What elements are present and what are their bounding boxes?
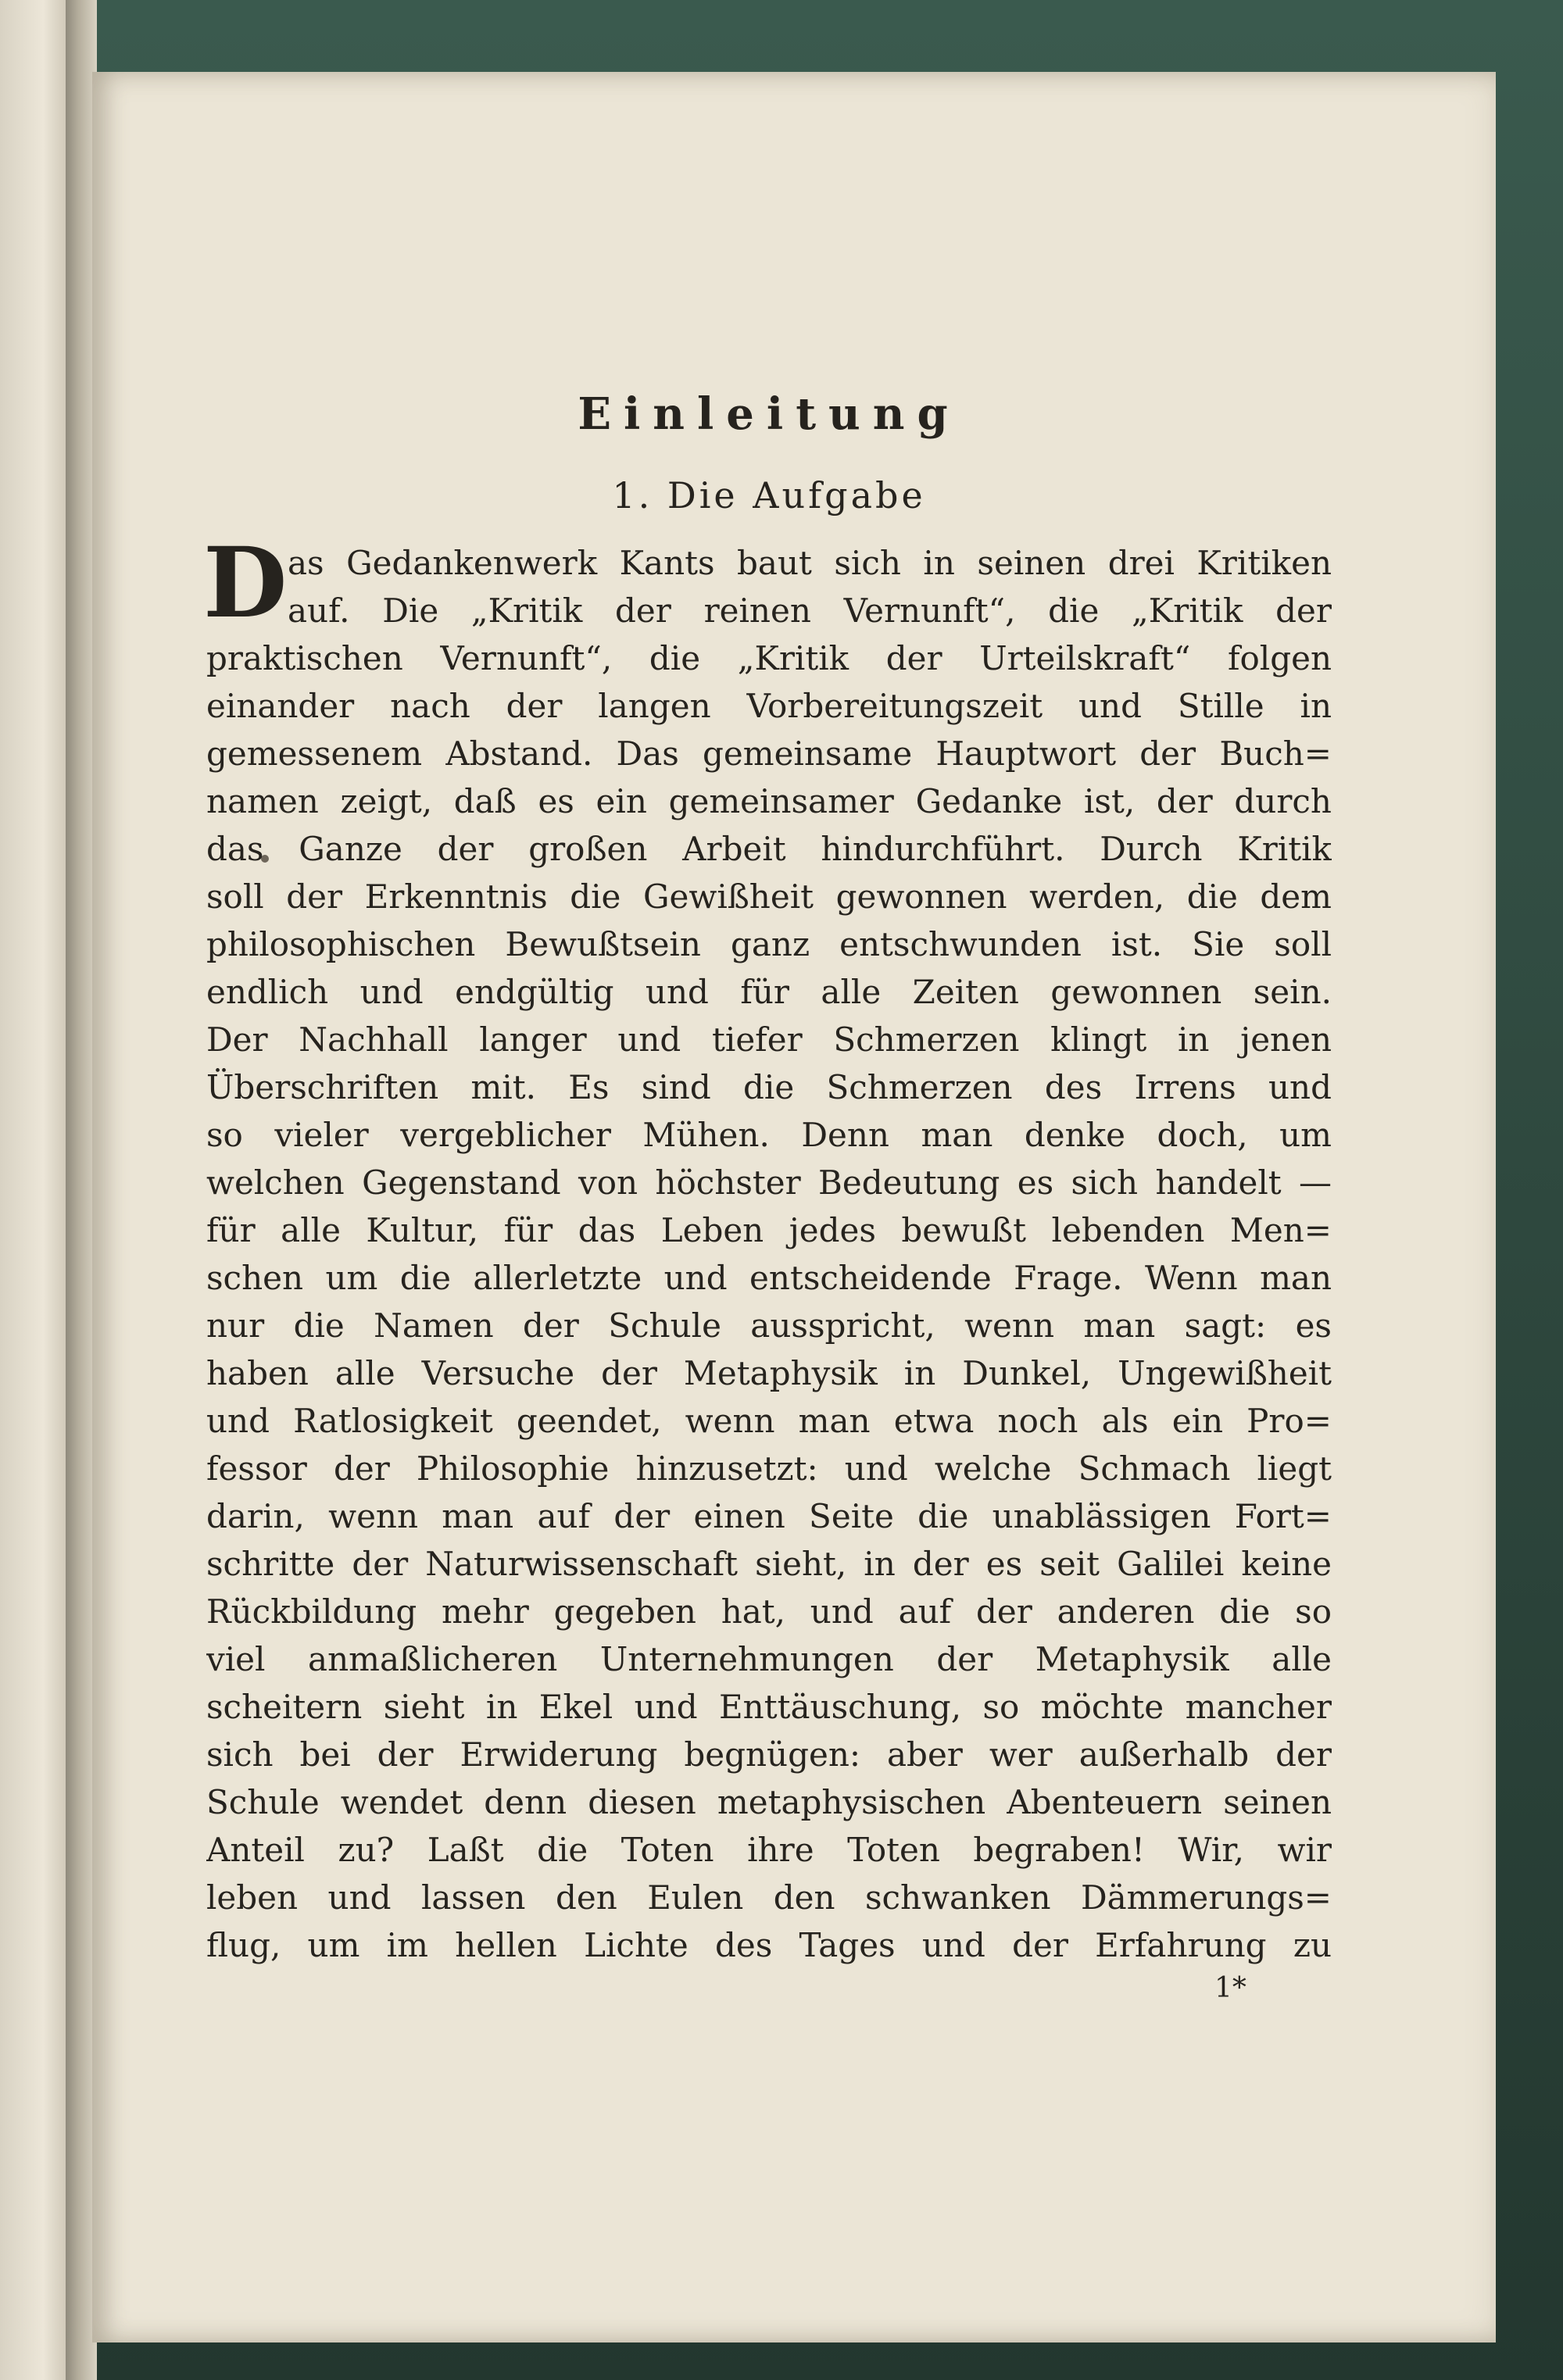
text-line: leben und lassen den Eulen den schwanken Dämmerungs= [206, 1878, 1332, 1917]
text-line: einander nach der langen Vorbereitungszeit und Stille in [206, 687, 1332, 725]
text-line: schritte der Naturwissenschaft sieht, in der es seit Galilei keine [206, 1545, 1332, 1583]
drop-cap: D [203, 527, 288, 640]
text-line: auf. Die „Kritik der reinen Vernunft“, die „Kritik der [288, 591, 1332, 630]
chapter-title: Einleitung [578, 388, 960, 440]
text-line: as Gedankenwerk Kants baut sich in seinen drei Kritiken [288, 544, 1332, 582]
text-line: schen um die allerletzte und entscheidende Frage. Wenn man [206, 1259, 1332, 1297]
text-line: scheitern sieht in Ekel und Enttäuschung, so möchte mancher [206, 1688, 1332, 1726]
text-line: Anteil zu? Laßt die Toten ihre Toten begraben! Wir, wir [206, 1831, 1332, 1869]
page-footer [206, 1972, 1332, 2011]
book-page [92, 72, 1496, 2342]
signature-mark: 1* [1214, 1972, 1246, 2004]
text-line: sich bei der Erwiderung begnügen: aber wer außerhalb der [206, 1735, 1332, 1774]
text-line: fessor der Philosophie hinzusetzt: und welche Schmach liegt [206, 1449, 1332, 1488]
text-line: gemessenem Abstand. Das gemeinsame Hauptwort der Buch= [206, 734, 1332, 773]
left-page-edge [0, 0, 72, 2380]
text-line: flug, um im hellen Lichte des Tages und der Erfahrung zu [206, 1926, 1332, 1964]
text-line: viel anmaßlicheren Unternehmungen der Metaphysik alle [206, 1640, 1332, 1678]
text-line: Schule wendet denn diesen metaphysischen Abenteuern seinen [206, 1783, 1332, 1821]
text-line: darin, wenn man auf der einen Seite die unablässigen Fort= [206, 1497, 1332, 1535]
text-line: nur die Namen der Schule ausspricht, wenn man sagt: es [206, 1306, 1332, 1345]
text-line: welchen Gegenstand von höchster Bedeutung es sich handelt — [206, 1163, 1332, 1202]
text-line: Rückbildung mehr gegeben hat, und auf der anderen die so [206, 1592, 1332, 1631]
text-line: für alle Kultur, für das Leben jedes bewußt lebenden Men= [206, 1211, 1332, 1249]
text-line: endlich und endgültig und für alle Zeiten gewonnen sein. [206, 973, 1332, 1011]
text-line: namen zeigt, daß es ein gemeinsamer Gedanke ist, der durch [206, 782, 1332, 820]
text-line: philosophischen Bewußtsein ganz entschwunden ist. Sie soll [206, 925, 1332, 963]
text-line: so vieler vergeblicher Mühen. Denn man denke doch, um [206, 1116, 1332, 1154]
text-line: Überschriften mit. Es sind die Schmerzen des Irrens und [206, 1068, 1332, 1106]
text-line: Der Nachhall langer und tiefer Schmerzen klingt in jenen [206, 1020, 1332, 1059]
text-line: und Ratlosigkeit geendet, wenn man etwa noch als ein Pro= [206, 1402, 1332, 1440]
text-line: das Ganze der großen Arbeit hindurchführt. Durch Kritik [206, 830, 1332, 868]
text-line: haben alle Versuche der Metaphysik in Dunkel, Ungewißheit [206, 1354, 1332, 1392]
text-line: praktischen Vernunft“, die „Kritik der Urteilskraft“ folgen [206, 639, 1332, 677]
section-title: 1. Die Aufgabe [612, 474, 926, 516]
text-line: soll der Erkenntnis die Gewißheit gewonnen werden, die dem [206, 877, 1332, 916]
body-paragraph [203, 527, 1332, 1969]
page-content [203, 384, 1332, 2011]
